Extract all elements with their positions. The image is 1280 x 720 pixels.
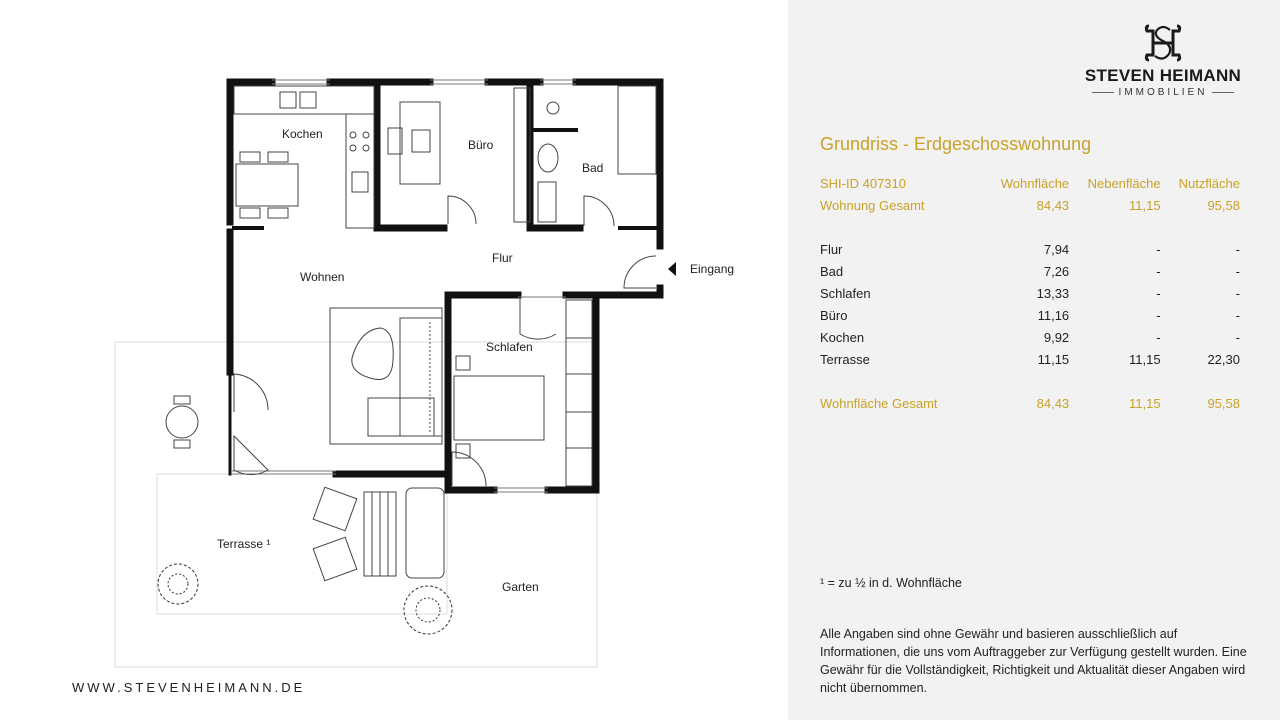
header-nutzflaeche: Nutzfläche xyxy=(1178,175,1240,191)
label-buero: Büro xyxy=(468,138,494,152)
header-id: SHI-ID 407310 xyxy=(820,175,906,191)
table-row: Büro 11,16 - - xyxy=(820,307,1240,323)
label-schlafen: Schlafen xyxy=(486,340,533,354)
table-footer-row: Wohnfläche Gesamt 84,43 11,15 95,58 xyxy=(820,395,1240,411)
website-url: WWW.STEVENHEIMANN.DE xyxy=(72,680,306,695)
table-total-row: Wohnung Gesamt 84,43 11,15 95,58 xyxy=(820,197,1240,213)
label-eingang: Eingang xyxy=(690,262,735,276)
office-furniture xyxy=(388,88,530,224)
windows xyxy=(232,80,576,492)
kitchen-furniture xyxy=(234,86,374,228)
living-furniture xyxy=(330,308,442,444)
table-header-row xyxy=(820,172,1240,194)
label-wohnen: Wohnen xyxy=(300,270,345,284)
area-table xyxy=(820,172,1240,414)
label-garten: Garten xyxy=(502,580,539,594)
label-flur: Flur xyxy=(492,251,513,265)
plants xyxy=(158,564,452,634)
garden-outline xyxy=(115,342,597,667)
page-title: Grundriss - Erdgeschosswohnung xyxy=(820,134,1092,154)
info-panel xyxy=(788,0,1280,720)
brand-sub-text: IMMOBILIEN xyxy=(1118,87,1208,98)
brand-subline xyxy=(1078,87,1248,98)
header-wohnflaeche: Wohnfläche xyxy=(1000,175,1070,191)
brand-name: STEVEN HEIMANN xyxy=(1084,66,1242,85)
disclaimer: Alle Angaben sind ohne Gewähr und basieren ausschließlich auf Informationen, die uns vom Auftraggeber zur Verfügung gestellt wurden. Eine Gewähr für die Vollständigkeit, Richtigkeit und Aktualität dieser Angaben wird nicht übernommen. xyxy=(820,627,1247,695)
terrace-furniture xyxy=(166,396,444,581)
label-terrasse: Terrasse ¹ xyxy=(217,537,271,551)
table-row: Terrasse 11,15 11,15 22,30 xyxy=(820,351,1240,367)
bath-furniture xyxy=(538,86,656,226)
terrace-outline xyxy=(157,474,447,614)
monogram-icon xyxy=(1143,22,1183,64)
entrance-arrow-icon xyxy=(668,262,676,276)
table-row: Schlafen 13,33 - - xyxy=(820,285,1240,301)
table-row: Kochen 9,92 - - xyxy=(820,329,1240,345)
company-logo xyxy=(1078,22,1248,98)
bedroom-furniture xyxy=(452,300,592,486)
table-row: Bad 7,26 - - xyxy=(820,263,1240,279)
header-nebenflaeche: Nebenfläche xyxy=(1087,175,1161,191)
walls xyxy=(230,82,660,490)
label-kochen: Kochen xyxy=(282,127,323,141)
label-bad: Bad xyxy=(582,161,604,175)
table-row: Flur 7,94 - - xyxy=(820,241,1240,257)
footnote: ¹ = zu ½ in d. Wohnfläche xyxy=(820,576,962,590)
